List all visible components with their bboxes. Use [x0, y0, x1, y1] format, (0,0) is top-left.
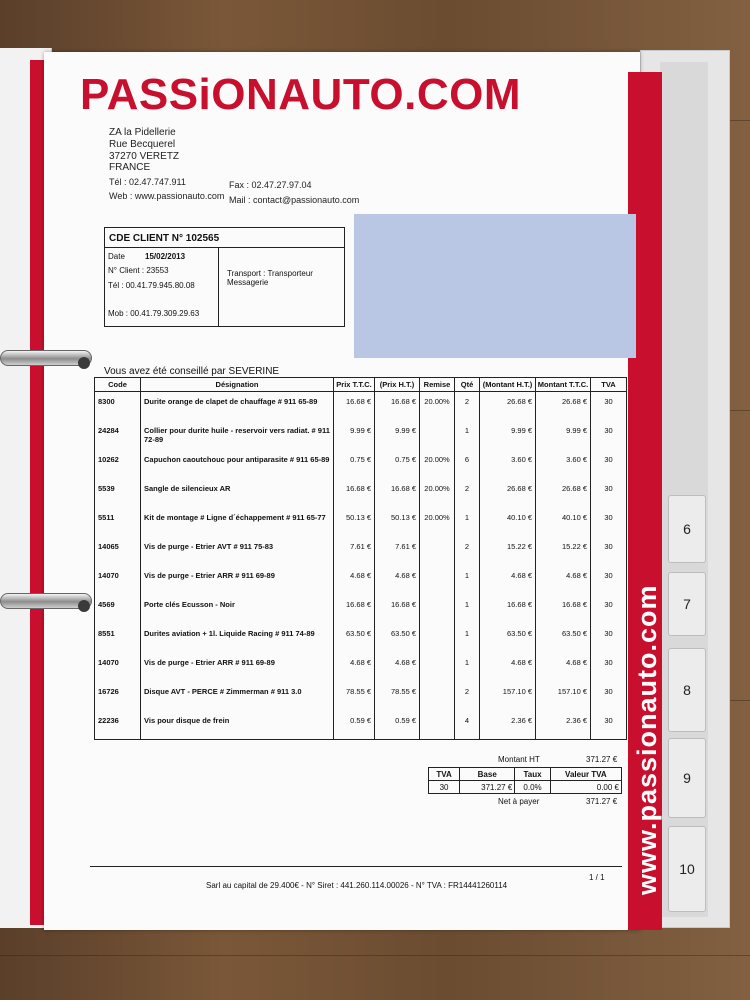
column-header-qte: Qté — [455, 378, 480, 392]
cell-mttc: 4.68 € — [536, 653, 591, 682]
cell-mttc: 9.99 € — [536, 421, 591, 450]
column-header-montant-ht: (Montant H.T.) — [480, 378, 536, 392]
cell-code: 22236 — [95, 711, 141, 740]
cell-desc: Durites aviation + 1l. Liquide Racing # 911 74-89 — [141, 624, 334, 653]
table-row — [95, 450, 627, 479]
order-info-box — [104, 227, 345, 327]
cell-code: 5539 — [95, 479, 141, 508]
page-number: 1 / 1 — [589, 873, 605, 882]
table-row — [95, 508, 627, 537]
order-number: CDE CLIENT N° 102565 — [105, 228, 344, 248]
cell-mht: 157.10 € — [480, 682, 536, 711]
cell-qte: 4 — [455, 711, 480, 740]
cell-code: 14070 — [95, 653, 141, 682]
column-header-montant-ttc: Montant T.T.C. — [536, 378, 591, 392]
cell-ht: 63.50 € — [375, 624, 420, 653]
cell-qte: 2 — [455, 392, 480, 421]
cell-ttc: 78.55 € — [334, 682, 375, 711]
cell-tva: 30 — [591, 682, 627, 711]
cell-qte: 6 — [455, 450, 480, 479]
cell-ht: 78.55 € — [375, 682, 420, 711]
cell-tva: 30 — [591, 624, 627, 653]
tva-code: 30 — [429, 781, 460, 794]
table-row — [95, 711, 627, 740]
cell-remise: 20.00% — [420, 450, 455, 479]
valeur-tva-header: Valeur TVA — [550, 768, 621, 781]
cell-ttc: 16.68 € — [334, 392, 375, 421]
table-row — [95, 537, 627, 566]
cell-code: 8551 — [95, 624, 141, 653]
wood-grain — [0, 955, 750, 956]
cell-qte: 1 — [455, 624, 480, 653]
cell-ttc: 4.68 € — [334, 653, 375, 682]
column-header-prix-ttc: Prix T.T.C. — [334, 378, 375, 392]
base-header: Base — [460, 768, 515, 781]
cell-desc: Kit de montage # Ligne d´échappement # 911 65-77 — [141, 508, 334, 537]
cell-desc: Capuchon caoutchouc pour antiparasite # 911 65-89 — [141, 450, 334, 479]
cell-ttc: 0.59 € — [334, 711, 375, 740]
cell-ht: 50.13 € — [375, 508, 420, 537]
company-tel: Tél : 02.47.747.911 — [109, 177, 186, 187]
box-divider — [218, 248, 219, 326]
cell-remise — [420, 711, 455, 740]
taux-header: Taux — [515, 768, 550, 781]
cell-remise — [420, 537, 455, 566]
table-row — [95, 566, 627, 595]
cell-desc: Sangle de silencieux AR — [141, 479, 334, 508]
order-date-label: Date — [108, 252, 125, 261]
binder-tab-9[interactable]: 9 — [668, 738, 706, 818]
binder-tab-10[interactable]: 10 — [668, 826, 706, 912]
cell-ht: 16.68 € — [375, 479, 420, 508]
address-line: FRANCE — [109, 162, 151, 173]
company-mail: Mail : contact@passionauto.com — [229, 195, 360, 205]
column-header-code: Code — [95, 378, 141, 392]
punch-hole — [78, 600, 90, 612]
cell-ht: 4.68 € — [375, 653, 420, 682]
cell-ht: 0.75 € — [375, 450, 420, 479]
cell-remise — [420, 653, 455, 682]
cell-qte: 1 — [455, 421, 480, 450]
cell-remise — [420, 595, 455, 624]
address-line: Rue Becquerel — [109, 139, 176, 150]
cell-tva: 30 — [591, 392, 627, 421]
table-row — [95, 624, 627, 653]
transport: Transport : Transporteur — [227, 269, 313, 278]
cell-tva: 30 — [591, 595, 627, 624]
cell-ht: 16.68 € — [375, 595, 420, 624]
cell-tva: 30 — [591, 508, 627, 537]
net-label: Net à payer — [498, 797, 540, 806]
company-fax: Fax : 02.47.27.97.04 — [229, 180, 312, 190]
column-header-prix-ht: (Prix H.T.) — [375, 378, 420, 392]
cell-code: 14070 — [95, 566, 141, 595]
cell-mttc: 63.50 € — [536, 624, 591, 653]
legal-footer: Sarl au capital de 29.400€ - N° Siret : 441.260.114.00026 - N° TVA : FR14441260114 — [206, 881, 508, 890]
cell-ttc: 16.68 € — [334, 595, 375, 624]
cell-mht: 40.10 € — [480, 508, 536, 537]
cell-tva: 30 — [591, 711, 627, 740]
cell-mht: 26.68 € — [480, 479, 536, 508]
address-line: 37270 VERETZ — [109, 151, 180, 162]
cell-ttc: 63.50 € — [334, 624, 375, 653]
cell-code: 4569 — [95, 595, 141, 624]
order-lines-table — [94, 377, 627, 740]
cell-code: 10262 — [95, 450, 141, 479]
cell-mht: 26.68 € — [480, 392, 536, 421]
company-logo: PASSiONAUTO.COM — [80, 70, 522, 119]
cell-tva: 30 — [591, 537, 627, 566]
table-row — [95, 421, 627, 450]
cell-tva: 30 — [591, 479, 627, 508]
cell-qte: 1 — [455, 595, 480, 624]
cell-mht: 63.50 € — [480, 624, 536, 653]
cell-tva: 30 — [591, 450, 627, 479]
cell-mttc: 4.68 € — [536, 566, 591, 595]
cell-mht: 16.68 € — [480, 595, 536, 624]
cell-mttc: 16.68 € — [536, 595, 591, 624]
advisor-line: Vous avez été conseillé par SEVERINE — [104, 366, 280, 377]
net-value: 371.27 € — [586, 797, 618, 806]
cell-desc: Vis pour disque de frein — [141, 711, 334, 740]
transport-mode: Messagerie — [227, 278, 269, 287]
binder-red-edge — [30, 60, 44, 925]
client-number: N° Client : 23553 — [108, 266, 169, 275]
order-date: 15/02/2013 — [145, 252, 186, 261]
table-row — [95, 392, 627, 421]
cell-mht: 9.99 € — [480, 421, 536, 450]
cell-ht: 4.68 € — [375, 566, 420, 595]
cell-qte: 2 — [455, 479, 480, 508]
cell-qte: 2 — [455, 537, 480, 566]
cell-mttc: 2.36 € — [536, 711, 591, 740]
cell-desc: Durite orange de clapet de chauffage # 911 65-89 — [141, 392, 334, 421]
cell-mttc: 157.10 € — [536, 682, 591, 711]
cell-mttc: 26.68 € — [536, 392, 591, 421]
cell-qte: 2 — [455, 682, 480, 711]
cell-mttc: 3.60 € — [536, 450, 591, 479]
cell-ttc: 16.68 € — [334, 479, 375, 508]
cell-mht: 4.68 € — [480, 566, 536, 595]
table-header — [95, 378, 627, 392]
cell-desc: Vis de purge - Etrier AVT # 911 75-83 — [141, 537, 334, 566]
table-row — [95, 682, 627, 711]
cell-qte: 1 — [455, 653, 480, 682]
cell-desc: Vis de purge - Etrier ARR # 911 69-89 — [141, 566, 334, 595]
cell-code: 14065 — [95, 537, 141, 566]
column-header-remise: Remise — [420, 378, 455, 392]
cell-ttc: 9.99 € — [334, 421, 375, 450]
montant-ht-label: Montant HT — [498, 755, 540, 764]
cell-remise — [420, 624, 455, 653]
cell-code: 5511 — [95, 508, 141, 537]
company-web: Web : www.passionauto.com — [109, 191, 225, 201]
side-banner-text — [632, 869, 663, 895]
cell-code: 8300 — [95, 392, 141, 421]
client-mob: Mob : 00.41.79.309.29.63 — [108, 309, 200, 318]
binder-tab-6[interactable]: 6 — [668, 495, 706, 563]
tva-header: TVA — [429, 768, 460, 781]
cell-mht: 15.22 € — [480, 537, 536, 566]
cell-ttc: 4.68 € — [334, 566, 375, 595]
cell-mttc: 26.68 € — [536, 479, 591, 508]
cell-desc: Disque AVT - PERCE # Zimmerman # 911 3.0 — [141, 682, 334, 711]
cell-ht: 7.61 € — [375, 537, 420, 566]
tva-base: 371.27 € — [460, 781, 515, 794]
cell-code: 16726 — [95, 682, 141, 711]
binder-tab-7[interactable]: 7 — [668, 572, 706, 636]
cell-mttc: 40.10 € — [536, 508, 591, 537]
cell-remise — [420, 682, 455, 711]
column-header-designation: Désignation — [141, 378, 334, 392]
montant-ht-value: 371.27 € — [586, 755, 618, 764]
tva-value: 0.00 € — [550, 781, 621, 794]
cell-desc: Porte clés Ecusson - Noir — [141, 595, 334, 624]
cell-ht: 9.99 € — [375, 421, 420, 450]
cell-ttc: 0.75 € — [334, 450, 375, 479]
cell-tva: 30 — [591, 421, 627, 450]
cell-remise: 20.00% — [420, 479, 455, 508]
table-row — [95, 595, 627, 624]
cell-mht: 4.68 € — [480, 653, 536, 682]
cell-code: 24284 — [95, 421, 141, 450]
binder-tab-8[interactable]: 8 — [668, 648, 706, 732]
cell-qte: 1 — [455, 566, 480, 595]
cell-desc: Collier pour durite huile - reservoir vers radiat. # 911 72-89 — [141, 421, 334, 450]
cell-remise — [420, 421, 455, 450]
cell-remise: 20.00% — [420, 508, 455, 537]
tva-rate: 0.0% — [515, 781, 550, 794]
cell-desc: Vis de purge - Etrier ARR # 911 69-89 — [141, 653, 334, 682]
table-row — [95, 479, 627, 508]
cell-tva: 30 — [591, 566, 627, 595]
table-row — [95, 653, 627, 682]
punch-hole — [78, 357, 90, 369]
cell-ht: 0.59 € — [375, 711, 420, 740]
cell-ht: 16.68 € — [375, 392, 420, 421]
address-line: ZA la Pidellerie — [109, 127, 176, 138]
cell-remise — [420, 566, 455, 595]
cell-mttc: 15.22 € — [536, 537, 591, 566]
cell-remise: 20.00% — [420, 392, 455, 421]
client-tel: Tél : 00.41.79.945.80.08 — [108, 281, 195, 290]
redacted-address-block — [354, 214, 636, 358]
cell-qte: 1 — [455, 508, 480, 537]
cell-mht: 3.60 € — [480, 450, 536, 479]
column-header-tva: TVA — [591, 378, 627, 392]
cell-tva: 30 — [591, 653, 627, 682]
cell-ttc: 7.61 € — [334, 537, 375, 566]
cell-mht: 2.36 € — [480, 711, 536, 740]
tva-summary-table — [428, 767, 622, 794]
footer-rule — [90, 866, 622, 867]
cell-ttc: 50.13 € — [334, 508, 375, 537]
